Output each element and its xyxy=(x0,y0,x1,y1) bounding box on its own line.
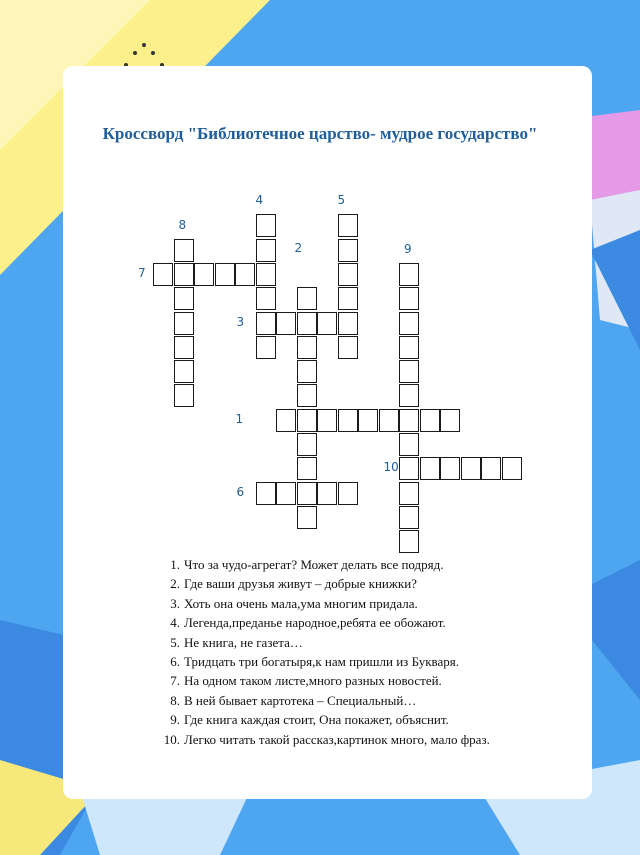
crossword-cell[interactable] xyxy=(297,384,317,407)
clue-item-text: Не книга, не газета… xyxy=(184,634,303,650)
crossword-cell[interactable] xyxy=(399,384,419,407)
clue-item-text: В ней бывает картотека – Специальный… xyxy=(184,692,417,708)
clue-item-text: Легко читать такой рассказ,картинок много, мало фраз. xyxy=(184,731,490,747)
clue-item-number: 2. xyxy=(170,576,180,592)
clue-item xyxy=(158,633,490,652)
clue-list xyxy=(158,555,490,749)
crossword-cell[interactable] xyxy=(338,409,358,432)
crossword-cell[interactable] xyxy=(276,409,296,432)
clue-number-label: 7 xyxy=(138,265,146,280)
crossword-cell[interactable] xyxy=(297,506,317,529)
crossword-cell[interactable] xyxy=(338,287,358,310)
crossword-cell[interactable] xyxy=(338,336,358,359)
crossword-cell[interactable] xyxy=(174,360,194,383)
clue-item-number: 6. xyxy=(170,653,180,669)
clue-number-label: 6 xyxy=(236,484,245,499)
clue-number-label: 5 xyxy=(337,193,346,208)
clue-item-number: 9. xyxy=(170,712,180,728)
crossword-cell[interactable] xyxy=(399,457,419,480)
crossword-cell[interactable] xyxy=(399,409,419,432)
clue-item-number: 7. xyxy=(170,673,180,689)
crossword-cell[interactable] xyxy=(379,409,399,432)
crossword-cell[interactable] xyxy=(297,360,317,383)
clue-item-number: 4. xyxy=(170,615,180,631)
crossword-cell[interactable] xyxy=(399,506,419,529)
crossword-cell[interactable] xyxy=(174,287,194,310)
crossword-cell[interactable] xyxy=(256,287,276,310)
clue-item xyxy=(158,613,490,632)
clue-item-number: 1. xyxy=(170,557,180,572)
crossword-cell[interactable] xyxy=(399,433,419,456)
crossword-cell[interactable] xyxy=(297,287,317,310)
crossword-cell[interactable] xyxy=(256,263,276,286)
crossword-cell[interactable] xyxy=(399,336,419,359)
crossword-cell[interactable] xyxy=(481,457,501,480)
crossword-cell[interactable] xyxy=(399,287,419,310)
clue-item-text: Где книга каждая стоит, Она покажет, объяснит. xyxy=(184,712,449,728)
clue-number-label: 4 xyxy=(255,193,264,208)
crossword-cell[interactable] xyxy=(297,409,317,432)
crossword-cell[interactable] xyxy=(399,263,419,286)
crossword-cell[interactable] xyxy=(317,409,337,432)
crossword-cell[interactable] xyxy=(297,336,317,359)
clue-item-text: Тридцать три богатыря,к нам пришли из Букваря. xyxy=(184,653,459,669)
crossword-cell[interactable] xyxy=(399,312,419,335)
crossword-cell[interactable] xyxy=(338,482,358,505)
crossword-cell[interactable] xyxy=(174,336,194,359)
clue-item-text: На одном таком листе,много разных новостей. xyxy=(184,673,442,689)
crossword-cell[interactable] xyxy=(174,263,194,286)
clue-number-label: 10 xyxy=(383,460,399,475)
crossword-cell[interactable] xyxy=(461,457,481,480)
crossword-cell[interactable] xyxy=(256,312,276,335)
crossword-cell[interactable] xyxy=(338,239,358,262)
crossword-cell[interactable] xyxy=(317,482,337,505)
crossword-cell[interactable] xyxy=(297,312,317,335)
crossword-cell[interactable] xyxy=(256,214,276,237)
crossword-cell[interactable] xyxy=(440,409,460,432)
crossword-cell[interactable] xyxy=(297,482,317,505)
clue-item xyxy=(158,730,490,749)
crossword-cell[interactable] xyxy=(297,433,317,456)
clue-item xyxy=(158,594,490,613)
clue-item-text: Легенда,преданье народное,ребята ее обожают. xyxy=(184,615,446,631)
crossword-cell[interactable] xyxy=(420,409,440,432)
clue-item xyxy=(158,691,490,710)
clue-item-number: 8. xyxy=(170,692,180,708)
clue-item-text: Где ваши друзья живут – добрые книжки? xyxy=(184,576,417,592)
crossword-cell[interactable] xyxy=(235,263,255,286)
clue-item xyxy=(158,555,490,574)
clue-number-label: 9 xyxy=(404,241,412,256)
clue-item xyxy=(158,671,490,690)
clue-item-number: 5. xyxy=(170,634,180,650)
clue-item-number: 3. xyxy=(170,595,180,611)
crossword-cell[interactable] xyxy=(440,457,460,480)
clue-item xyxy=(158,710,490,729)
clue-number-label: 3 xyxy=(236,314,245,329)
clue-number-label: 1 xyxy=(235,411,244,426)
clue-number-label: 2 xyxy=(294,240,303,255)
clue-item xyxy=(158,652,490,671)
crossword-cell[interactable] xyxy=(338,263,358,286)
crossword-cell[interactable] xyxy=(215,263,235,286)
crossword-cell[interactable] xyxy=(153,263,173,286)
crossword-cell[interactable] xyxy=(317,312,337,335)
crossword-cell[interactable] xyxy=(338,312,358,335)
crossword-cell[interactable] xyxy=(174,239,194,262)
crossword-cell[interactable] xyxy=(399,482,419,505)
clue-item-text: Что за чудо-агрегат? Может делать все подряд. xyxy=(184,557,444,572)
crossword-cell[interactable] xyxy=(194,263,214,286)
crossword-cell[interactable] xyxy=(276,482,296,505)
crossword-cell[interactable] xyxy=(399,530,419,553)
crossword-cell[interactable] xyxy=(358,409,378,432)
clue-item-text: Хоть она очень мала,ума многим придала. xyxy=(184,595,418,611)
clue-item xyxy=(158,574,490,593)
crossword-cell[interactable] xyxy=(420,457,440,480)
crossword-cell[interactable] xyxy=(256,482,276,505)
crossword-cell[interactable] xyxy=(256,239,276,262)
crossword-cell[interactable] xyxy=(174,384,194,407)
crossword-cell[interactable] xyxy=(276,312,296,335)
crossword-cell[interactable] xyxy=(399,360,419,383)
crossword-cell[interactable] xyxy=(174,312,194,335)
page-title: Кроссворд "Библиотечное царство- мудрое государство" xyxy=(102,124,538,143)
crossword-cell[interactable] xyxy=(297,457,317,480)
crossword-cell[interactable] xyxy=(502,457,522,480)
crossword-cell[interactable] xyxy=(256,336,276,359)
clue-item-number: 10. xyxy=(163,731,180,747)
clue-number-label: 8 xyxy=(178,217,187,232)
crossword-cell[interactable] xyxy=(338,214,358,237)
